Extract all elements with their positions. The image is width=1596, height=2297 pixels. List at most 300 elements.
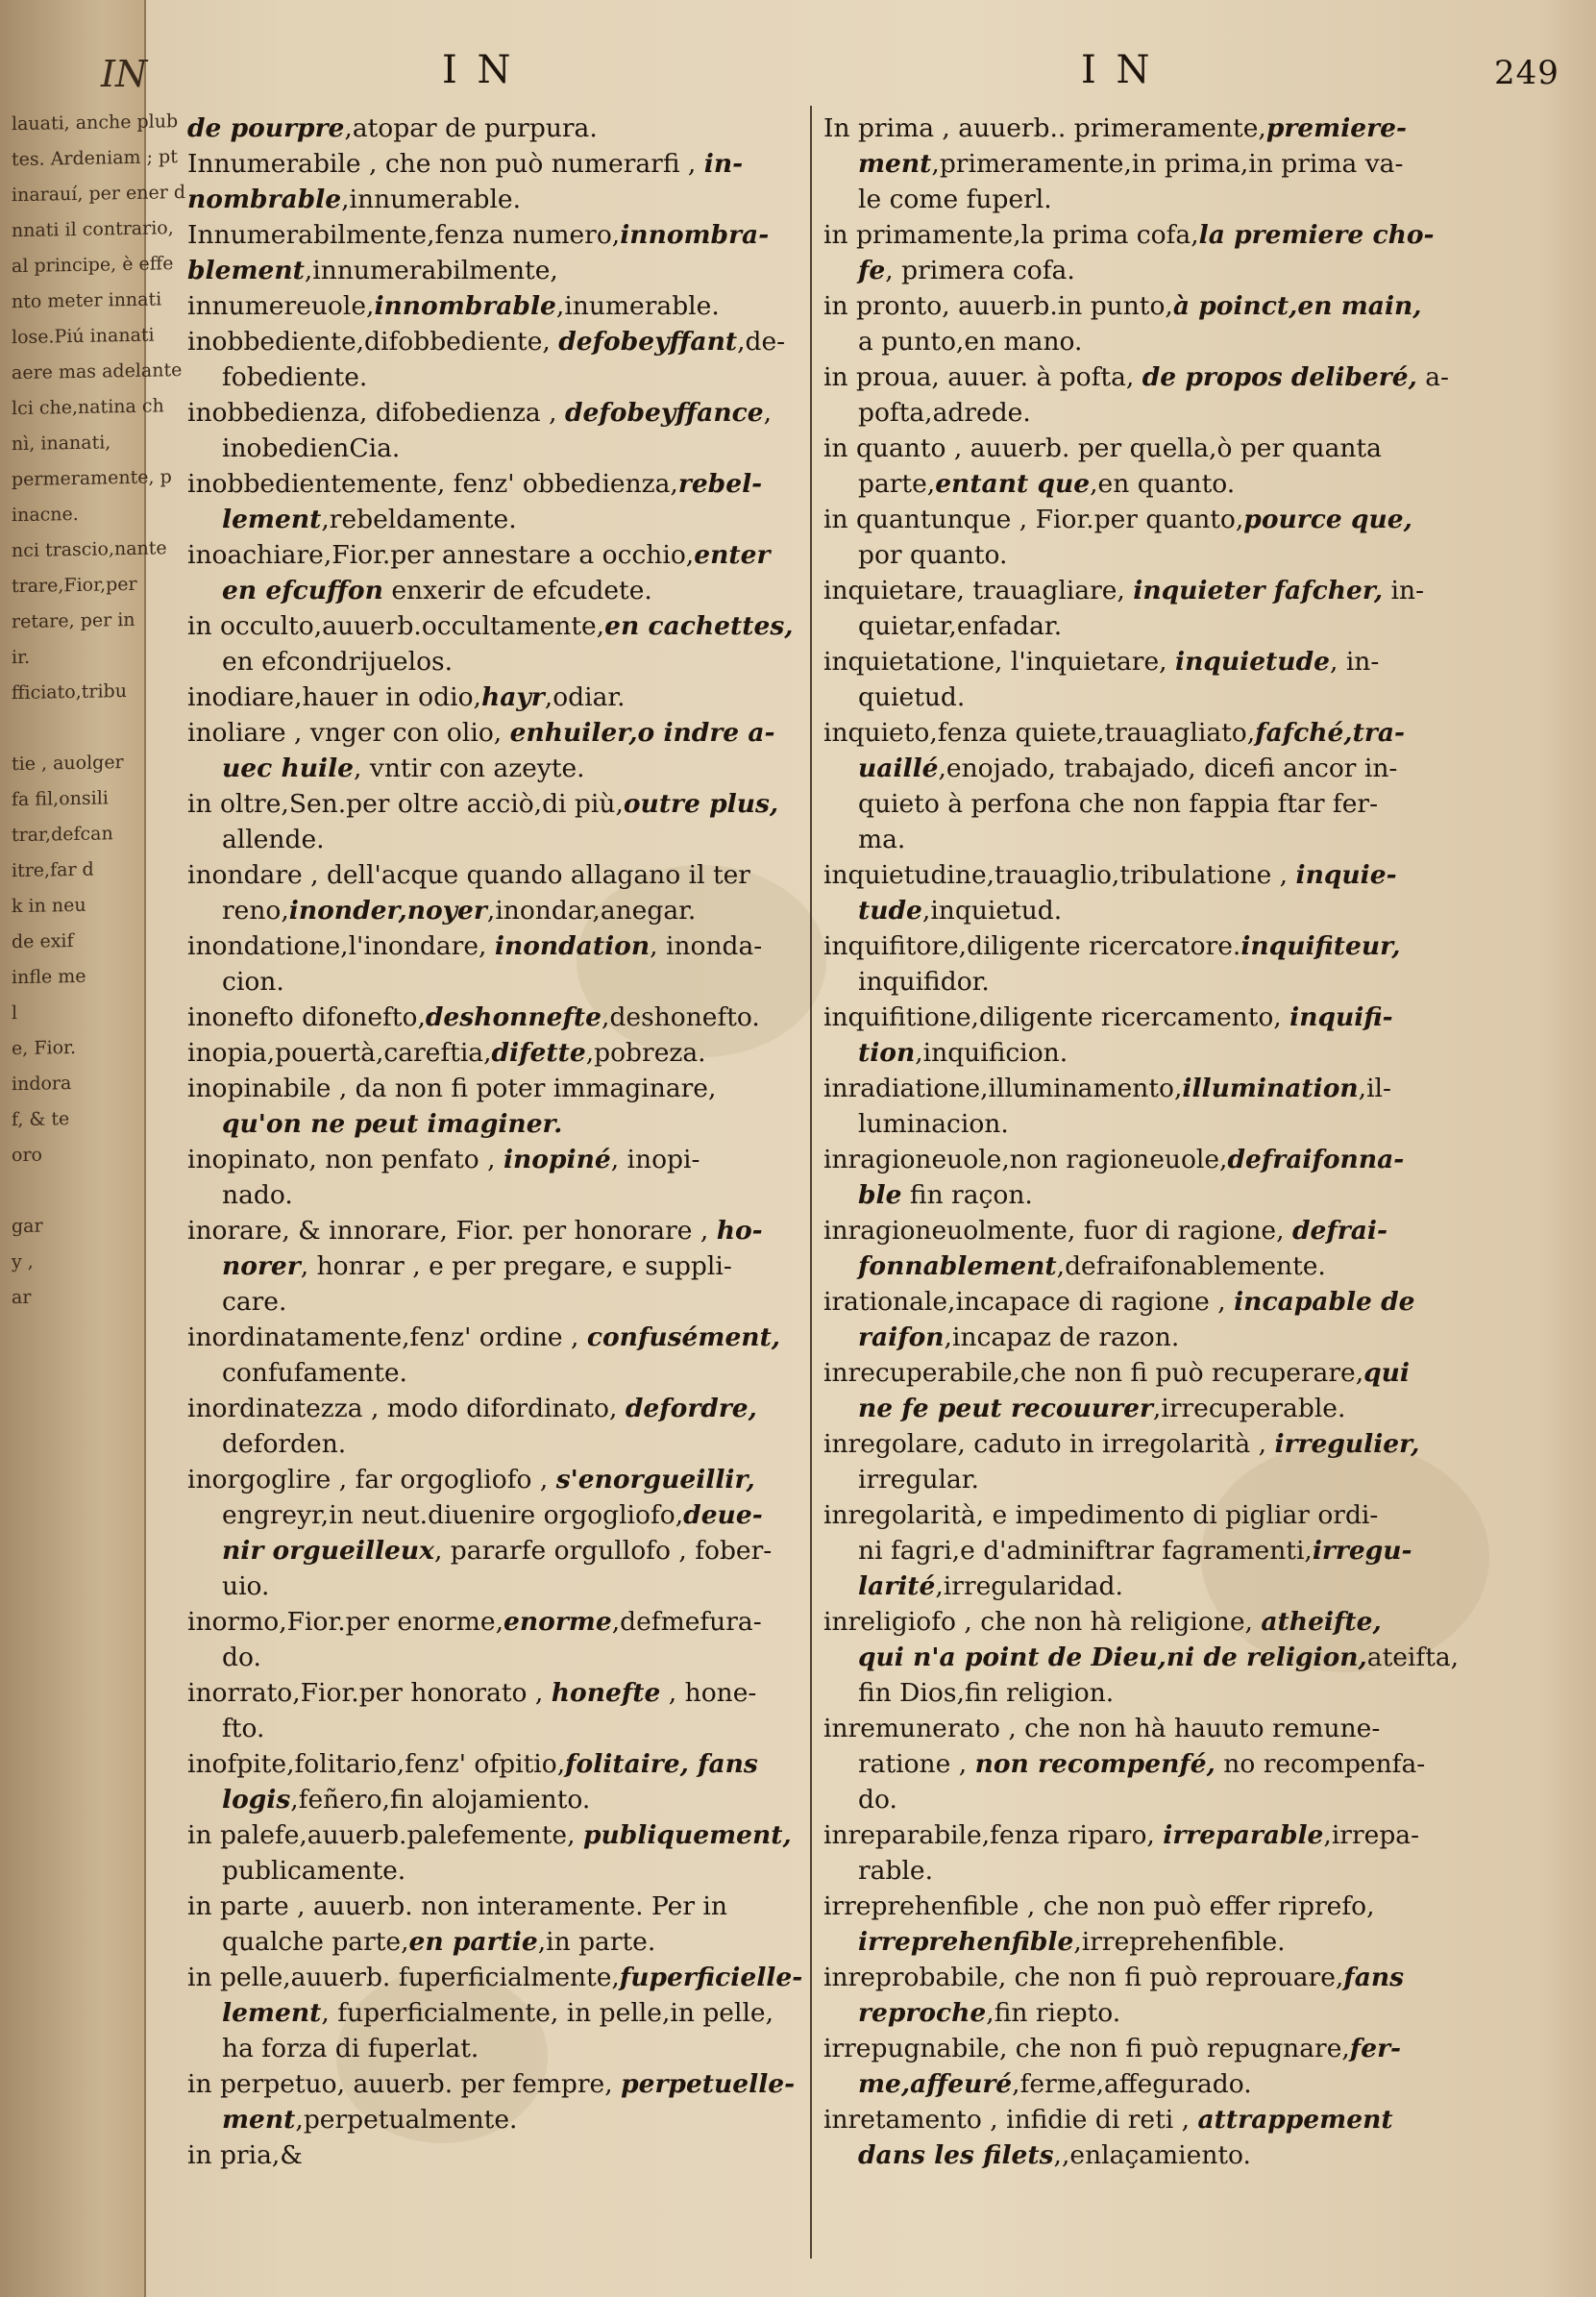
entry-text: ni fagri,e d'adminiftrar fagramenti,: [858, 1536, 1313, 1566]
entry-text: quietar,enfadar.: [858, 611, 1063, 641]
french-translation: inonder,noyer: [288, 896, 487, 926]
entry-line: [823, 1106, 1438, 1142]
entry-line: [187, 111, 807, 146]
entry-line: [823, 1533, 1438, 1568]
entry-text: ,en quanto.: [1090, 469, 1236, 499]
entry-line: [823, 1853, 1438, 1889]
entry-text: a-: [1416, 362, 1450, 392]
entry-line: [823, 111, 1438, 146]
french-translation: dans les filets: [858, 2140, 1054, 2170]
french-translation: en partie: [408, 1927, 538, 1957]
entry-text: inregolare, caduto in irregolarità ,: [823, 1429, 1275, 1459]
entry-text: inorare, & innorare, Fior. per honorare ,: [187, 1216, 717, 1246]
entry-text: inragioneuole,non ragioneuole,: [823, 1145, 1228, 1174]
entry-text: in pronto, auuerb.in punto,: [823, 291, 1173, 321]
french-translation: fer-: [1349, 2034, 1402, 2063]
entry-line: [187, 1035, 807, 1071]
entry-text: ma.: [858, 825, 906, 854]
entry-line: [823, 1960, 1438, 1995]
entry-line: [187, 1995, 807, 2031]
entry-text: inopia,pouertà,careftia,: [187, 1038, 492, 1068]
previous-page-line: k in neu: [12, 894, 86, 918]
entry-text: inodiare,hauer in odio,: [187, 682, 481, 712]
entry-text: le come fuperl.: [858, 185, 1052, 214]
entry-text: do.: [222, 1642, 261, 1672]
entry-text: ,perpetualmente.: [295, 2105, 518, 2135]
left-column: [187, 111, 807, 2173]
entry-line: [187, 2066, 807, 2102]
previous-page-line: ir.: [12, 646, 31, 669]
entry-line: [187, 857, 807, 893]
previous-page-line: [12, 709, 141, 747]
entry-text: ,: [763, 398, 773, 428]
entry-text: inquietatione, l'inquietare,: [823, 647, 1175, 677]
entry-line: [823, 537, 1438, 573]
entry-text: irreprehenfible , che non può effer riprefo,: [823, 1891, 1375, 1921]
french-translation: tude: [858, 896, 922, 926]
entry-line: [823, 431, 1438, 466]
entry-text: inrecuperabile,che non fi può recuperare,: [823, 1358, 1364, 1388]
previous-page-running-head: IN: [101, 53, 148, 95]
entry-line: [187, 1675, 807, 1711]
entry-text: fin Dios,fin religion.: [858, 1678, 1115, 1708]
entry-text: inreprobabile, che non fi può reprouare,: [823, 1963, 1344, 1992]
entry-text: cion.: [222, 967, 284, 997]
entry-text: inragioneuolmente, fuor di ragione,: [823, 1216, 1292, 1246]
entry-line: [187, 182, 807, 217]
french-translation: irregu-: [1312, 1536, 1412, 1566]
entry-line: [187, 715, 807, 751]
entry-text: , fuperficialmente, in pelle,in pelle,: [321, 1998, 774, 2028]
entry-line: [187, 1924, 807, 1960]
entry-text: inordinatamente,fenz' ordine ,: [187, 1322, 587, 1352]
entry-text: ,irrecuperable.: [1152, 1394, 1346, 1423]
entry-text: in pelle,auuerb. fuperficialmente,: [187, 1963, 620, 1992]
previous-page-line: fa fil,onsili: [12, 787, 109, 811]
entry-line: [823, 1924, 1438, 1960]
entry-text: in perpetuo, auuerb. per fempre,: [187, 2069, 622, 2099]
entry-text: reno,: [222, 896, 289, 926]
column-divider: [810, 106, 812, 2259]
entry-line: [823, 1782, 1438, 1817]
entry-text: pofta,adrede.: [858, 398, 1031, 428]
french-translation: en efcuffon: [222, 576, 383, 605]
french-translation: larité: [858, 1571, 936, 1601]
entry-line: [823, 644, 1438, 679]
entry-text: Innumerabilmente,fenza numero,: [187, 220, 621, 250]
french-translation: ment: [858, 149, 932, 179]
entry-line: [187, 2137, 807, 2173]
previous-page-line: de exif: [12, 930, 74, 953]
entry-text: irrepugnabile, che non fi può repugnare,: [823, 2034, 1350, 2063]
entry-text: ,inumerable.: [555, 291, 720, 321]
entry-text: ,irrepa-: [1323, 1820, 1420, 1850]
entry-text: irregular.: [858, 1465, 979, 1494]
entry-text: irationale,incapace di ragione ,: [823, 1287, 1235, 1317]
entry-text: inquieto,fenza quiete,trauagliato,: [823, 718, 1256, 748]
french-translation: attrappement: [1197, 2105, 1393, 2135]
french-translation: qu'on ne peut imaginer.: [222, 1109, 563, 1139]
entry-text: inordinatezza , modo difordinato,: [187, 1394, 626, 1423]
entry-text: fobediente.: [222, 362, 368, 392]
entry-line: [823, 1355, 1438, 1391]
entry-text: ,inquificion.: [915, 1038, 1068, 1068]
previous-page-line: inacne.: [12, 503, 79, 527]
french-translation: non recompenfé,: [974, 1749, 1215, 1779]
french-translation: la premiere cho-: [1198, 220, 1435, 250]
entry-line: [187, 1817, 807, 1853]
entry-line: [187, 1782, 807, 1817]
previous-page-line: gar: [12, 1215, 43, 1238]
entry-line: [823, 1711, 1438, 1746]
entry-line: [823, 1604, 1438, 1640]
french-translation: confusément,: [586, 1322, 781, 1352]
entry-text: inquietare, trauagliare,: [823, 576, 1134, 605]
entry-text: , pararfe orgullofo , fober-: [433, 1536, 773, 1566]
french-translation: fans: [1343, 1963, 1405, 1992]
french-translation: outre plus,: [623, 789, 779, 819]
entry-line: [187, 644, 807, 679]
entry-line: [823, 2102, 1438, 2137]
entry-line: [823, 857, 1438, 893]
entry-text: do.: [858, 1785, 897, 1815]
previous-page-line: inarauí, per ener d: [12, 182, 185, 207]
entry-text: inobbedienza, difobedienza ,: [187, 398, 565, 428]
french-translation: irreparable: [1163, 1820, 1324, 1850]
entry-text: in occulto,auuerb.occultamente,: [187, 611, 605, 641]
entry-text: deforden.: [222, 1429, 347, 1459]
french-translation: incapable de: [1234, 1287, 1415, 1317]
previous-page-edge: [0, 0, 185, 2297]
entry-text: in oltre,Sen.per oltre acciò,di più,: [187, 789, 624, 819]
previous-page-line: lose.Piú inanati: [12, 324, 155, 349]
entry-text: , inopi-: [610, 1145, 700, 1174]
entry-line: [823, 1248, 1438, 1284]
previous-page-line: e, Fior.: [12, 1037, 77, 1060]
entry-text: por quanto.: [858, 540, 1008, 570]
entry-text: luminacion.: [858, 1109, 1009, 1139]
previous-page-line: indora: [12, 1073, 72, 1096]
entry-line: [823, 822, 1438, 857]
french-translation: enhuiler,o indre a-: [509, 718, 775, 748]
french-translation: lement: [222, 505, 322, 534]
entry-line: [187, 431, 807, 466]
previous-page-line: nnati il contrario,: [12, 217, 174, 242]
entry-text: allende.: [222, 825, 325, 854]
entry-line: [823, 751, 1438, 786]
entry-text: inorgoglire , far orgogliofo ,: [187, 1465, 556, 1494]
entry-line: [187, 1213, 807, 1248]
previous-page-line: infle me: [12, 965, 86, 989]
french-translation: deue-: [683, 1500, 763, 1530]
entry-text: inoliare , vnger con olio,: [187, 718, 510, 748]
entry-line: [187, 928, 807, 964]
entry-line: [187, 679, 807, 715]
french-translation: atheifte,: [1261, 1607, 1382, 1637]
entry-line: [187, 608, 807, 644]
entry-text: ,de-: [737, 327, 786, 357]
entry-text: nado.: [222, 1180, 293, 1210]
previous-page-line: trare,Fior,per: [12, 573, 137, 598]
entry-text: ,irregularidad.: [935, 1571, 1123, 1601]
entry-text: rable.: [858, 1856, 934, 1886]
entry-text: inregolarità, e impedimento di pigliar ordi-: [823, 1500, 1379, 1530]
french-translation: ho-: [716, 1216, 763, 1246]
previous-page-line: l: [12, 1002, 18, 1025]
entry-line: [823, 893, 1438, 928]
previous-page-line: fficiato,tribu: [12, 680, 127, 704]
french-translation: premiere-: [1265, 113, 1407, 143]
entry-line: [823, 964, 1438, 1000]
previous-page-line: [12, 1172, 141, 1209]
french-translation: innombra-: [620, 220, 770, 250]
entry-line: [823, 288, 1438, 324]
previous-page-line: retare, per in: [12, 608, 135, 633]
entry-text: ,pobreza.: [585, 1038, 706, 1068]
entry-text: ,defraifonablemente.: [1056, 1251, 1326, 1281]
entry-text: , inonda-: [650, 931, 763, 961]
french-translation: publiquement,: [582, 1820, 792, 1850]
entry-line: [187, 786, 807, 822]
entry-line: [187, 2031, 807, 2066]
entry-line: [823, 217, 1438, 253]
french-translation: de pourpre: [187, 113, 345, 143]
entry-text: ,deshonefto.: [602, 1002, 760, 1032]
previous-page-line: itre,far d: [12, 858, 94, 882]
french-translation: qui n'a point de Dieu,ni de religion,: [858, 1642, 1367, 1672]
french-translation: inquifiteur,: [1240, 931, 1401, 961]
entry-line: [823, 715, 1438, 751]
french-translation: ne fe peut recouurer: [858, 1394, 1153, 1423]
entry-line: [187, 1604, 807, 1640]
previous-page-line: al principe, è effe: [12, 253, 174, 278]
previous-page-line: nci trascio,nante: [12, 537, 167, 562]
previous-page-line: tie , auolger: [12, 752, 124, 776]
entry-line: [823, 1497, 1438, 1533]
running-head-right: I N: [1081, 48, 1154, 92]
entry-line: [187, 253, 807, 288]
entry-text: in palefe,auuerb.palefemente,: [187, 1820, 583, 1850]
entry-text: ,incapaz de razon.: [944, 1322, 1180, 1352]
entry-line: [823, 1071, 1438, 1106]
entry-line: [823, 1995, 1438, 2031]
french-translation: inquieter fafcher,: [1133, 576, 1384, 605]
french-translation: fonnablement: [858, 1251, 1057, 1281]
french-translation: nir orgueilleux: [222, 1536, 434, 1566]
french-translation: folitaire, fans: [565, 1749, 758, 1779]
entry-line: [187, 1248, 807, 1284]
french-translation: inquifi-: [1289, 1002, 1393, 1032]
french-translation: en cachettes,: [604, 611, 794, 641]
entry-text: inonefto difonefto,: [187, 1002, 426, 1032]
entry-line: [187, 1142, 807, 1177]
entry-text: ,in parte.: [537, 1927, 656, 1957]
entry-line: [823, 1142, 1438, 1177]
french-translation: pource que,: [1243, 505, 1412, 534]
french-translation: inquietude: [1175, 647, 1330, 677]
entry-line: [187, 822, 807, 857]
entry-text: inquifitore,diligente ricercatore.: [823, 931, 1241, 961]
french-translation: defraifonna-: [1227, 1145, 1405, 1174]
entry-text: ha forza di fuperlat.: [222, 2034, 479, 2063]
french-translation: qui: [1363, 1358, 1410, 1388]
previous-page-line: y ,: [12, 1250, 34, 1273]
entry-line: [187, 751, 807, 786]
entry-text: en efcondrijuelos.: [222, 647, 454, 677]
entry-line: [823, 253, 1438, 288]
entry-text: fin raçon.: [901, 1180, 1033, 1210]
french-translation: defordre,: [625, 1394, 757, 1423]
entry-text: inradiatione,illuminamento,: [823, 1074, 1183, 1103]
entry-text: ,enojado, trabajado, dicefi ancor in-: [938, 753, 1398, 783]
entry-text: inobbedientemente, fenz' obbedienza,: [187, 469, 678, 499]
entry-text: innumereuole,: [187, 291, 375, 321]
entry-line: [823, 502, 1438, 537]
entry-line: [187, 1497, 807, 1533]
previous-page-line: ar: [12, 1286, 32, 1309]
entry-line: [187, 1284, 807, 1320]
french-translation: difette: [491, 1038, 586, 1068]
running-head-left: I N: [442, 48, 515, 92]
entry-text: fto.: [222, 1714, 265, 1743]
entry-text: ,feñero,fin alojamiento.: [290, 1785, 591, 1815]
entry-line: [823, 786, 1438, 822]
entry-line: [187, 1533, 807, 1568]
entry-text: quieto à perfona che non fappia ftar fer-: [858, 789, 1379, 819]
french-translation: inopiné: [503, 1145, 611, 1174]
french-translation: in-: [703, 149, 744, 179]
entry-text: ,il-: [1358, 1074, 1391, 1103]
entry-text: ,ferme,affegurado.: [1012, 2069, 1252, 2099]
entry-text: inremunerato , che non hà hauuto remune-: [823, 1714, 1381, 1743]
entry-line: [823, 2031, 1438, 2066]
previous-page-line: lci che,natina ch: [12, 395, 164, 420]
entry-line: [187, 1711, 807, 1746]
entry-line: [187, 1320, 807, 1355]
french-translation: fuperficielle-: [619, 1963, 803, 1992]
entry-text: inormo,Fior.per enorme,: [187, 1607, 504, 1637]
french-translation: nombrable: [187, 185, 342, 214]
french-translation: fafché,tra-: [1255, 718, 1406, 748]
entry-text: ,innumerable.: [341, 185, 522, 214]
entry-text: , vntir con azeyte.: [354, 753, 585, 783]
french-translation: hayr: [480, 682, 545, 712]
entry-line: [187, 1391, 807, 1426]
french-translation: lement: [222, 1998, 322, 2028]
french-translation: defobeyffant: [558, 327, 738, 357]
right-column: [823, 111, 1460, 2173]
french-translation: me,affeuré: [858, 2069, 1013, 2099]
entry-line: [823, 573, 1438, 608]
entry-text: in quanto , auuerb. per quella,ò per quanta: [823, 433, 1382, 463]
entry-text: , in-: [1329, 647, 1380, 677]
entry-line: [823, 1391, 1438, 1426]
entry-line: [823, 359, 1450, 395]
entry-line: [823, 1640, 1460, 1675]
previous-page-line: f, & te: [12, 1108, 70, 1131]
entry-line: [187, 502, 807, 537]
french-translation: enorme: [503, 1607, 612, 1637]
french-translation: uec huile: [222, 753, 355, 783]
entry-text: confufamente.: [222, 1358, 407, 1388]
entry-text: inofpite,folitario,fenz' ofpitio,: [187, 1749, 566, 1779]
french-translation: norer: [222, 1251, 301, 1281]
entry-text: inquifidor.: [858, 967, 990, 997]
entry-text: ,primeramente,in prima,in prima va-: [931, 149, 1404, 179]
french-translation: fe: [858, 256, 886, 285]
entry-line: [823, 2066, 1438, 2102]
entry-text: ,rebeldamente.: [321, 505, 517, 534]
entry-line: [823, 1462, 1438, 1497]
entry-text: ateifta,: [1366, 1642, 1460, 1672]
previous-page-line: nto meter innati: [12, 288, 162, 313]
entry-text: enxerir de efcudete.: [382, 576, 652, 605]
entry-line: [187, 395, 807, 431]
entry-text: ,inquietud.: [921, 896, 1063, 926]
entry-text: inorrato,Fior.per honorato ,: [187, 1678, 552, 1708]
entry-text: in-: [1383, 576, 1425, 605]
french-translation: enter: [694, 540, 771, 570]
entry-text: inobbediente,difobbediente,: [187, 327, 559, 357]
french-translation: irreprehenfible: [858, 1927, 1074, 1957]
entry-line: [823, 679, 1438, 715]
entry-line: [823, 1035, 1438, 1071]
entry-line: [187, 146, 807, 182]
entry-text: inquietudine,trauaglio,tribulatione ,: [823, 860, 1296, 890]
entry-text: inreparabile,fenza riparo,: [823, 1820, 1164, 1850]
french-translation: blement: [187, 256, 305, 285]
french-translation: tion: [858, 1038, 916, 1068]
entry-line: [187, 359, 807, 395]
french-translation: inquie-: [1295, 860, 1397, 890]
entry-line: [187, 573, 807, 608]
entry-line: [187, 217, 807, 253]
entry-text: inquifitione,diligente ricercamento,: [823, 1002, 1290, 1032]
entry-text: Innumerabile , che non può numerarfi ,: [187, 149, 704, 179]
entry-line: [823, 1817, 1438, 1853]
entry-text: , honrar , e per pregare, e suppli-: [300, 1251, 732, 1281]
previous-page-line: aere mas adelante: [12, 359, 183, 384]
previous-page-line: nì, inanati,: [12, 432, 111, 456]
french-translation: defrai-: [1291, 1216, 1387, 1246]
entry-text: ,fin riepto.: [986, 1998, 1121, 2028]
entry-line: [187, 1640, 807, 1675]
entry-line: [823, 1426, 1438, 1462]
entry-line: [187, 1106, 807, 1142]
entry-line: [187, 537, 807, 573]
entry-text: ratione ,: [858, 1749, 975, 1779]
entry-text: inobedienCia.: [222, 433, 401, 463]
entry-line: [823, 1213, 1438, 1248]
entry-text: ,,enlaçamiento.: [1053, 2140, 1251, 2170]
entry-line: [823, 1284, 1438, 1320]
entry-text: inretamento , infidie di reti ,: [823, 2105, 1198, 2135]
entry-line: [187, 324, 807, 359]
french-translation: logis: [222, 1785, 291, 1815]
entry-text: uio.: [222, 1571, 270, 1601]
entry-line: [823, 2137, 1438, 2173]
entry-line: [187, 893, 807, 928]
entry-text: quietud.: [858, 682, 966, 712]
french-translation: ble: [858, 1180, 902, 1210]
previous-page-fragments: [12, 105, 185, 1316]
previous-page-line: tes. Ardeniam ; pt: [12, 146, 178, 171]
entry-line: [187, 1746, 807, 1782]
french-translation: honefte: [551, 1678, 661, 1708]
entry-line: [187, 964, 807, 1000]
entry-text: parte,: [858, 469, 936, 499]
entry-line: [187, 1462, 807, 1497]
